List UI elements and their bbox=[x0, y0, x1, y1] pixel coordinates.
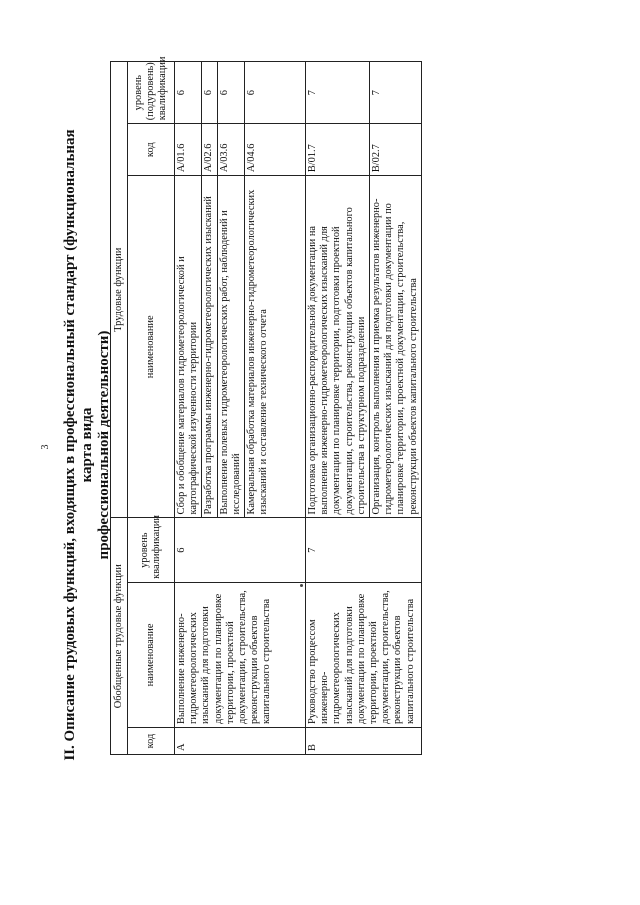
tf-level: 6 bbox=[245, 62, 306, 124]
gf-level: 7 bbox=[306, 518, 422, 582]
page-number: 3 bbox=[40, 444, 51, 450]
generalized-functions-header: Обобщенные трудовые функции bbox=[111, 518, 128, 755]
tf-level: 7 bbox=[370, 62, 422, 124]
gf-code: А bbox=[175, 728, 306, 755]
labor-functions-header: Трудовые функции bbox=[111, 62, 128, 518]
tf-code: А/03.6 bbox=[217, 124, 244, 176]
tf-level: 6 bbox=[217, 62, 244, 124]
tf-level: 6 bbox=[175, 62, 202, 124]
tf-level: 7 bbox=[306, 62, 370, 124]
col-header-tf-level: уровень (подуровень) квалификации bbox=[128, 62, 175, 124]
heading-line-1: II. Описание трудовых функций, входящих в профессиональный стандарт (функциональная карта вида bbox=[62, 129, 95, 761]
gf-name: Выполнение инженерно-гидрометеорологических изысканий для подготовки документации по планировке территории, проектной документации, строительства, реконструкции объектов капитального строительства bbox=[175, 582, 306, 727]
gf-code: В bbox=[306, 728, 422, 755]
table-row bbox=[175, 62, 202, 755]
tf-name: Сбор и обобщение материалов гидрометеорологической и картографической изученности территории bbox=[175, 176, 202, 518]
tf-code: В/01.7 bbox=[306, 124, 370, 176]
tf-level: 6 bbox=[202, 62, 217, 124]
tf-name: Подготовка организационно-распорядительной документации на выполнение инженерно-гидрометеорологических изысканий для документации по планировке территории, подготовки проектной документации, строительства, реконструкции объектов капитального строительства в структурном подразделении bbox=[306, 176, 370, 518]
gf-name: Руководство процессом инженерно-гидрометеорологических изысканий для подготовки документации по планировке территории, проектной документации, строительства, реконструкции объектов капитального строительства bbox=[306, 582, 422, 727]
gf-level: 6 bbox=[175, 518, 306, 582]
col-header-tf-code: код bbox=[128, 124, 175, 176]
col-header-code: код bbox=[128, 728, 175, 755]
scan-speck bbox=[300, 584, 303, 587]
table-group-header-row bbox=[111, 62, 128, 755]
tf-name: Камеральная обработка материалов инженерно-гидрометеорологических изысканий и составление технического отчета bbox=[245, 176, 306, 518]
tf-code: В/02.7 bbox=[370, 124, 422, 176]
tf-name: Организация, контроль выполнения и приемка результатов инженерно-гидрометеорологических изысканий для подготовки документации по планировке территории, проектной документации, строительства, реконструкции объектов капитального строительства bbox=[370, 176, 422, 518]
tf-name: Выполнение полевых гидрометеорологических работ, наблюдений и исследований bbox=[217, 176, 244, 518]
col-header-name: наименование bbox=[128, 582, 175, 727]
tf-name: Разработка программы инженерно-гидрометеорологических изысканий bbox=[202, 176, 217, 518]
tf-code: А/04.6 bbox=[245, 124, 306, 176]
col-header-tf-name: наименование bbox=[128, 176, 175, 518]
section-heading bbox=[62, 125, 113, 765]
table-column-header-row bbox=[128, 62, 175, 755]
tf-code: А/01.6 bbox=[175, 124, 202, 176]
table-row bbox=[306, 62, 370, 755]
tf-code: А/02.6 bbox=[202, 124, 217, 176]
col-header-level: уровень квалификации bbox=[128, 518, 175, 582]
functional-map-table bbox=[110, 56, 422, 755]
heading-line-2: профессиональной деятельности) bbox=[96, 330, 112, 560]
